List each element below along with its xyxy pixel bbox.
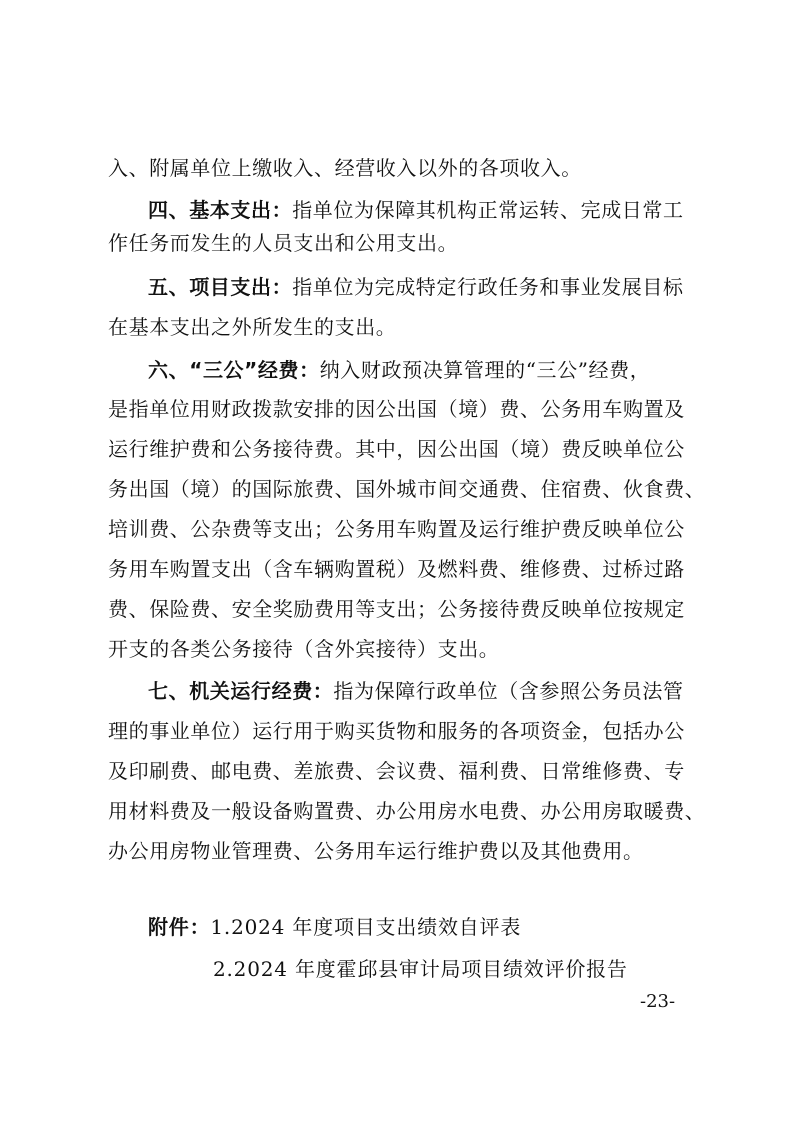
paragraph-line (148, 195, 694, 225)
paragraph-line (148, 272, 694, 302)
paragraph-line (108, 228, 694, 258)
page-number: -23- (640, 991, 676, 1012)
text: 理的事业单位）运行用于购买货物和服务的各项资金，包括办公 (108, 719, 685, 743)
section-heading: 四、基本支出： (148, 198, 293, 222)
text: 开支的各类公务接待（含外宾接待）支出。 (108, 637, 500, 661)
text: 指单位为保障其机构正常运转、完成日常工 (292, 198, 684, 222)
paragraph-line (108, 434, 694, 464)
section-heading: 六、“三公”经费： (148, 358, 320, 382)
attachments-label: 附件： (148, 915, 211, 939)
attachment-item: 2.2024 年度霍邱县审计局项目绩效评价报告 (213, 957, 628, 981)
text: 办公用房物业管理费、公务用车运行维护费以及其他费用。 (108, 839, 644, 863)
attachments-line (148, 912, 521, 942)
text: 务出国（境）的国际旅费、国外城市间交通费、住宿费、伙食费、 (108, 477, 706, 501)
paragraph-line (108, 153, 694, 183)
paragraph-line (108, 594, 694, 624)
paragraph-line (108, 716, 694, 746)
attachment-item: 1.2024 年度项目支出绩效自评表 (210, 915, 522, 939)
text: 费、保险费、安全奖励费用等支出；公务接待费反映单位按规定 (108, 597, 685, 621)
text: 用材料费及一般设备购置费、办公用房水电费、办公用房取暖费、 (108, 799, 706, 823)
text: 指单位为完成特定行政任务和事业发展目标 (292, 275, 684, 299)
paragraph-line (108, 394, 694, 424)
paragraph-line (108, 836, 694, 866)
paragraph-line (148, 676, 694, 706)
section-heading: 七、机关运行经费： (148, 679, 334, 703)
paragraph-line (108, 312, 694, 342)
text: 作任务而发生的人员支出和公用支出。 (108, 231, 459, 255)
text: 是指单位用财政拨款安排的因公出国（境）费、公务用车购置及 (108, 397, 685, 421)
paragraph-line (108, 554, 694, 584)
paragraph-line (148, 355, 694, 385)
attachments-line (213, 954, 628, 984)
text: 纳入财政预决算管理的“三公”经费， (319, 358, 651, 382)
text: 指为保障行政单位（含参照公务员法管 (333, 679, 684, 703)
text: 务用车购置支出（含车辆购置税）及燃料费、维修费、过桥过路 (108, 557, 685, 581)
paragraph-line (108, 514, 694, 544)
paragraph-line (108, 474, 706, 504)
text: 及印刷费、邮电费、差旅费、会议费、福利费、日常维修费、专 (108, 759, 685, 783)
paragraph-line (108, 756, 694, 786)
text: 入、附属单位上缴收入、经营收入以外的各项收入。 (108, 156, 582, 180)
paragraph-line (108, 634, 694, 664)
section-heading: 五、项目支出： (148, 275, 293, 299)
text: 培训费、公杂费等支出；公务用车购置及运行维护费反映单位公 (108, 517, 685, 541)
text: 运行维护费和公务接待费。其中，因公出国（境）费反映单位公 (108, 437, 685, 461)
paragraph-line (108, 796, 706, 826)
text: 在基本支出之外所发生的支出。 (108, 315, 397, 339)
